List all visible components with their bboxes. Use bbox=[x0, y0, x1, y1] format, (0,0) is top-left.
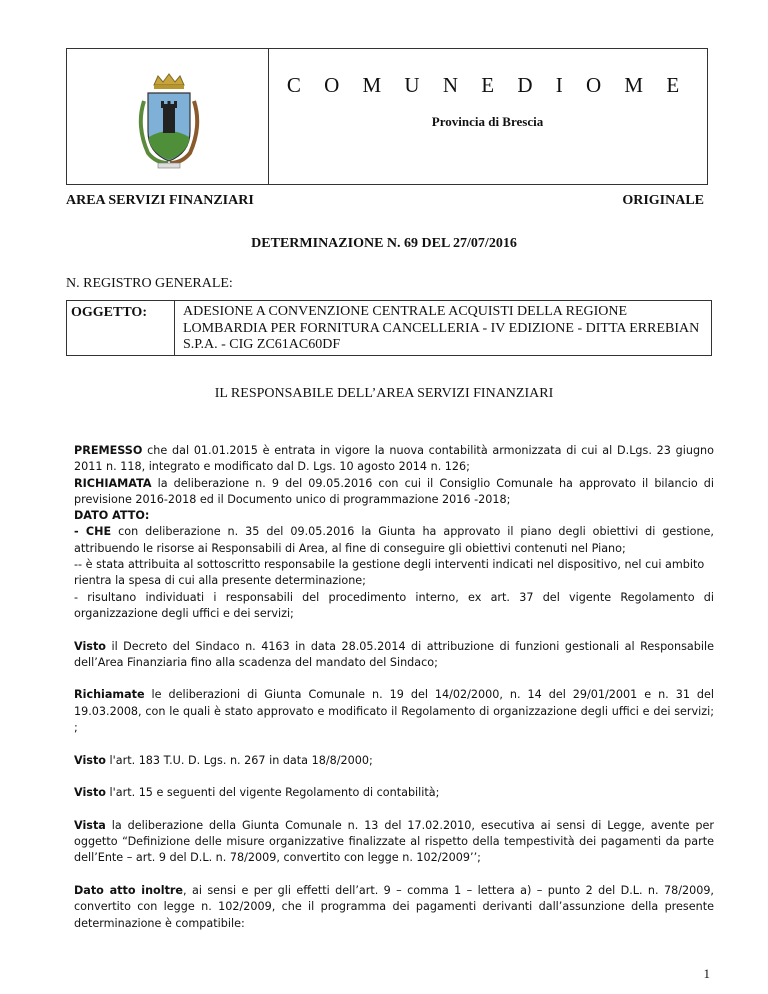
paragraph-text: l'art. 15 e seguenti del vigente Regolamento di contabilità; bbox=[106, 786, 440, 800]
paragraph-text: le deliberazioni di Giunta Comunale n. 19 del 14/02/2000, n. 14 del 29/01/2001 e n. 31 del 19.03.2008, con le quali è stato approvato e modificato il Regolamento di organizzazione degli uffici e dei servizi; ; bbox=[74, 688, 714, 735]
paragraph-text: che dal 01.01.2015 è entrata in vigore la nuova contabilità armonizzata di cui al D.Lgs. 23 giugno 2011 n. 118, integrato e modificato dal D. Lgs. 10 agosto 2014 n. 126; bbox=[74, 444, 714, 474]
page-number: 1 bbox=[703, 966, 710, 981]
municipality-title: C O M U N E D I O M E bbox=[286, 73, 689, 97]
subject-label-cell bbox=[67, 301, 175, 355]
registry-label: N. REGISTRO GENERALE: bbox=[66, 276, 233, 291]
body-text bbox=[74, 443, 714, 932]
paragraph-decreto bbox=[74, 639, 714, 672]
paragraph-text: il Decreto del Sindaco n. 4163 in data 28.05.2014 di attribuzione di funzioni gestionali al Responsabile dell’Area Finanziaria fino alla scadenza del mandato del Sindaco; bbox=[74, 639, 714, 669]
keyword: DATO ATTO: bbox=[74, 509, 150, 523]
paragraph-text: -- è stata attribuita al sottoscritto responsabile la gestione degli interventi indicati nel dispositivo, nel cui ambito rientra la spesa di cui alla presente determinazione; bbox=[74, 558, 705, 588]
paragraph-attribuita bbox=[74, 557, 714, 590]
paragraph-text: la deliberazione n. 9 del 09.05.2016 con cui il Consiglio Comunale ha approvato il bilancio di previsione 2016-2018 ed il Documento unico di programmazione 2016 -2018; bbox=[74, 476, 714, 506]
responsible-heading: IL RESPONSABILE DELL’AREA SERVIZI FINANZIARI bbox=[214, 386, 554, 401]
keyword: RICHIAMATA bbox=[74, 476, 152, 490]
subject-box bbox=[66, 300, 712, 356]
keyword: Visto bbox=[74, 786, 106, 800]
paragraph-text: la deliberazione della Giunta Comunale n. 13 del 17.02.2010, esecutiva ai sensi di Legge, avente per oggetto “Definizione delle misure organizzative finalizzate al rispetto della tempestività dei pagamenti da parte dell’Ente – art. 9 del D.L. n. 78/2009, convertito con legge n. 102/2009’’; bbox=[74, 818, 714, 865]
keyword: Visto bbox=[74, 753, 106, 767]
area-label: AREA SERVIZI FINANZIARI bbox=[66, 193, 254, 208]
header-box bbox=[66, 48, 708, 185]
paragraph-dato-atto bbox=[74, 508, 714, 524]
keyword: Dato atto inoltre bbox=[74, 884, 184, 898]
subject-text: ADESIONE A CONVENZIONE CENTRALE ACQUISTI DELLA REGIONE LOMBARDIA PER FORNITURA CANCELLERIA - IV EDIZIONE - DITTA ERREBIAN S.P.A. - CIG ZC61AC60DF bbox=[183, 304, 700, 352]
paragraph-richiamate bbox=[74, 687, 714, 736]
paragraph-premesso bbox=[74, 443, 714, 476]
keyword: PREMESSO bbox=[74, 444, 143, 457]
paragraph-text: - risultano individuati i responsabili del procedimento interno, ex art. 37 del vigente Regolamento di organizzazione degli uffici e dei servizi; bbox=[74, 590, 714, 620]
determination-heading: DETERMINAZIONE N. 69 DEL 27/07/2016 bbox=[251, 236, 517, 251]
keyword: - CHE bbox=[74, 525, 112, 539]
province-label: Provincia di Brescia bbox=[431, 114, 544, 129]
paragraph-text: , ai sensi e per gli effetti dell’art. 9 – comma 1 – lettera a) – punto 2 del D.L. n. 78/2009, convertito con legge n. 102/2009, che il programma dei pagamenti derivanti dall’assunzione della presente determinazione è compatibile: bbox=[74, 884, 714, 930]
logo-cell bbox=[67, 49, 269, 184]
paragraph-text: l'art. 183 T.U. D. Lgs. n. 267 in data 18/8/2000; bbox=[106, 753, 373, 767]
status-label: ORIGINALE bbox=[622, 193, 704, 208]
paragraph-vista bbox=[74, 818, 714, 867]
paragraph-responsabili bbox=[74, 590, 714, 623]
paragraph-che bbox=[74, 524, 714, 557]
paragraph-text: con deliberazione n. 35 del 09.05.2016 la Giunta ha approvato il piano degli obiettivi di gestione, attribuendo le risorse ai Responsabili di Area, al fine di conseguire gli obiettivi contenuti nel Piano; bbox=[74, 525, 714, 555]
keyword: Richiamate bbox=[74, 688, 145, 702]
subject-label: OGGETTO: bbox=[71, 305, 147, 320]
paragraph-art-15 bbox=[74, 785, 714, 801]
coat-of-arms-icon bbox=[134, 71, 204, 171]
keyword: Vista bbox=[74, 818, 106, 832]
paragraph-richiamata bbox=[74, 476, 714, 509]
paragraph-art-183 bbox=[74, 753, 714, 769]
paragraph-dato-atto-inoltre bbox=[74, 883, 714, 932]
keyword: Visto bbox=[74, 639, 106, 653]
